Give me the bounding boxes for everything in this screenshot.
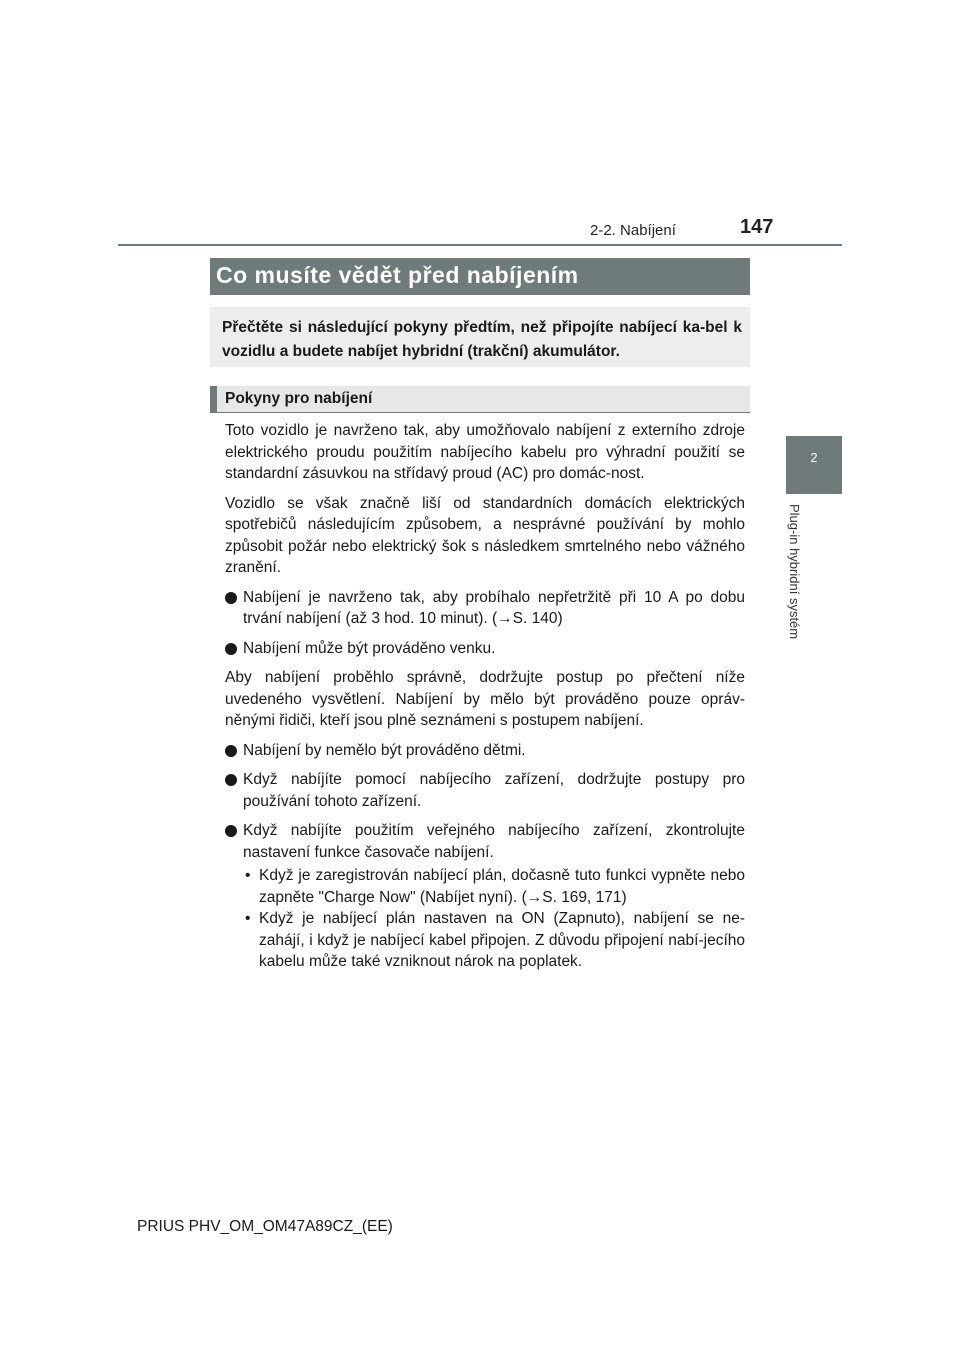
bullet-text: Nabíjení je navrženo tak, aby probíhalo nepřetržitě při 10 A po dobu trvání nabíjení (až 3 hod. 10 minut). (→S. 140) xyxy=(243,588,745,627)
paragraph: Toto vozidlo je navrženo tak, aby umožňovalo nabíjení z externího zdroje elektrického proudu použitím nabíjecího kabelu pro výhradní použití se standardní zásuvkou na střídavý proud (AC) pro domác-nost. xyxy=(225,422,745,482)
bullet-dot-icon xyxy=(225,592,237,604)
bullet-dot-icon xyxy=(225,825,237,837)
paragraph: Aby nabíjení proběhlo správně, dodržujte postup po přečtení níže uvedeného vysvětlení. Nabíjení by mělo být prováděno pouze opráv-něnými řidiči, kteří jsou plně seznámeni s postupem nabíjení. xyxy=(225,669,745,729)
bullet-item xyxy=(225,769,745,812)
sub-bullet-text: Když je nabíjecí plán nastaven na ON (Zapnuto), nabíjení se ne-zahájí, i když je nabíjecí kabel připojen. Z důvodu připojení nabí-jecího kabelu může také vzniknout nárok na poplatek. xyxy=(259,910,745,970)
chapter-tab xyxy=(786,436,842,494)
sub-bullet-dot-icon: • xyxy=(245,910,251,927)
page-number: 147 xyxy=(740,216,774,238)
bullet-dot-icon xyxy=(225,774,237,786)
page-title: Co musíte vědět před nabíjením xyxy=(216,262,579,288)
sub-bullet-dot-icon: • xyxy=(245,867,251,884)
sub-bullet-item xyxy=(225,865,745,908)
sub-bullet-text: Když je zaregistrován nabíjecí plán, dočasně tuto funkci vypněte nebo zapněte "Charge Now" (Nabíjet nyní). (→S. 169, 171) xyxy=(259,867,745,906)
bullet-item xyxy=(225,587,745,630)
body-text xyxy=(225,420,745,973)
chapter-number: 2 xyxy=(810,450,818,465)
header-section-title: 2-2. Nabíjení xyxy=(590,222,676,239)
bullet-text: Nabíjení by nemělo být prováděno dětmi. xyxy=(243,741,526,759)
bullet-text: Když nabíjíte pomocí nabíjecího zařízení, dodržujte postupy pro používání tohoto zařízení. xyxy=(243,771,745,810)
intro-text: Přečtěte si následující pokyny předtím, než připojíte nabíjecí ka-bel k vozidlu a budete nabíjet hybridní (trakční) akumulátor. xyxy=(222,319,742,360)
section-heading-rule xyxy=(210,412,750,413)
footer-document-code: PRIUS PHV_OM_OM47A89CZ_(EE) xyxy=(137,1218,393,1235)
section-heading-accent xyxy=(210,386,217,413)
bullet-item xyxy=(225,638,745,660)
chapter-title-vertical xyxy=(786,504,810,664)
bullet-text: Nabíjení může být prováděno venku. xyxy=(243,639,496,657)
bullet-dot-icon xyxy=(225,643,237,655)
bullet-item xyxy=(225,740,745,762)
bullet-text: Když nabíjíte použitím veřejného nabíjecího zařízení, zkontrolujte nastavení funkce časovače nabíjení. xyxy=(243,822,745,861)
chapter-title: Plug-in hybridní systém xyxy=(787,504,802,640)
bullet-item xyxy=(225,820,745,863)
bullet-dot-icon xyxy=(225,745,237,757)
header-rule xyxy=(118,244,842,246)
section-heading: Pokyny pro nabíjení xyxy=(225,390,373,407)
paragraph: Vozidlo se však značně liší od standardních domácích elektrických spotřebičů následujícím způsobem, a nesprávné používání by mohlo způsobit požár nebo elektrický šok s následkem smrtelného nebo vážného zranění. xyxy=(225,494,745,576)
sub-bullet-item xyxy=(225,908,745,973)
